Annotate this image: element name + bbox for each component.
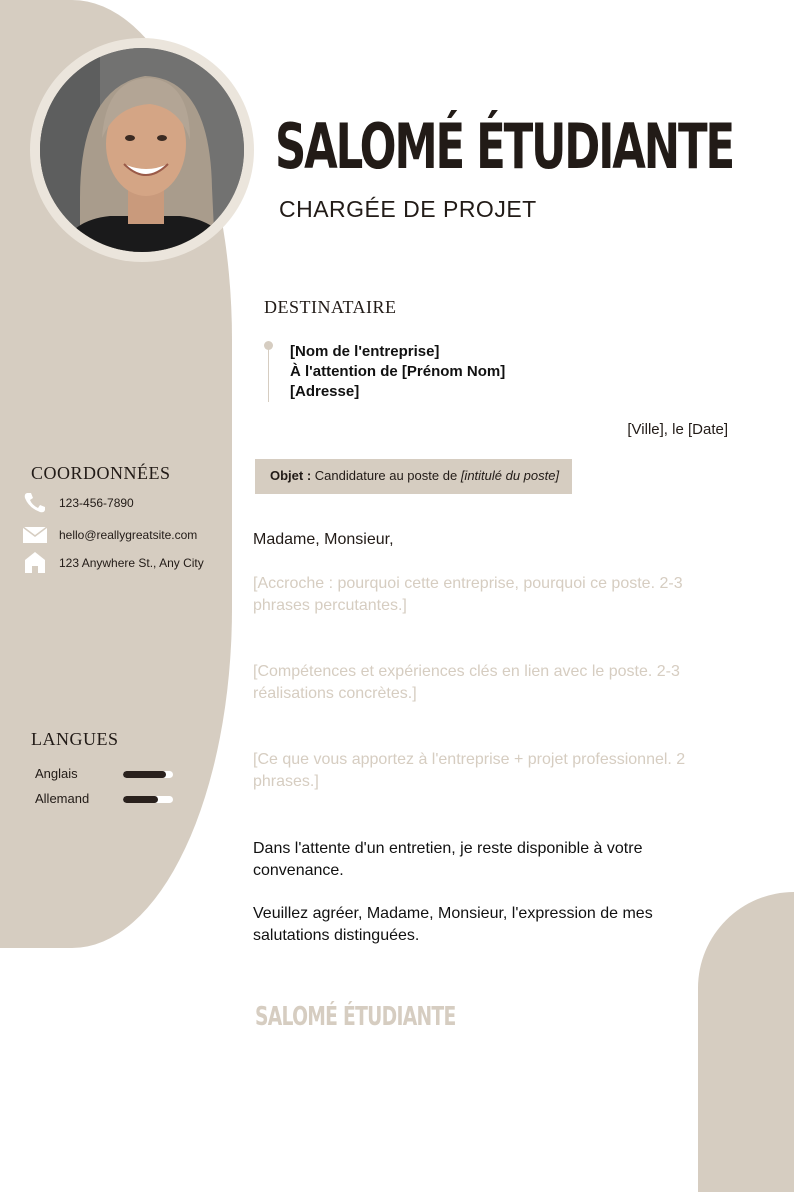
language-level-fill [123, 796, 158, 803]
city-date: [Ville], le [Date] [627, 421, 728, 438]
corner-decoration [698, 892, 794, 1192]
letter-salutation: Madame, Monsieur, [253, 531, 394, 548]
placeholder-paragraph: [Ce que vous apportez à l'entreprise + projet professionnel. 2 phrases.] [253, 751, 686, 790]
language-name: Allemand [35, 791, 90, 806]
language-name: Anglais [35, 766, 78, 781]
contact-email-text: hello@reallygreatsite.com [59, 528, 198, 542]
closing-paragraph: Dans l'attente d'un entretien, je reste disponible à votre convenance. [253, 840, 643, 879]
contact-heading: COORDONNÉES [31, 463, 171, 483]
subject-label: Objet : [270, 468, 312, 483]
recipient-company: [Nom de l'entreprise] [290, 343, 440, 360]
language-level-bar [123, 771, 173, 778]
contact-phone-text: 123-456-7890 [59, 496, 134, 510]
formal-closing-paragraph: Veuillez agréer, Madame, Monsieur, l'expression de mes salutations distinguées. [253, 905, 653, 944]
placeholder-paragraph: [Accroche : pourquoi cette entreprise, pourquoi ce poste. 2-3 phrases percutantes.] [253, 575, 683, 614]
language-row [35, 766, 185, 782]
placeholder-paragraph: [Compétences et expériences clés en lien avec le poste. 2-3 réalisations concrètes.] [253, 663, 680, 702]
subject-text: Candidature au poste de [314, 468, 458, 483]
recipient-attention: À l'attention de [Prénom Nom] [290, 363, 506, 380]
home-icon [22, 551, 48, 575]
contact-email [22, 523, 222, 547]
recipient-divider [268, 346, 269, 402]
contact-address [22, 551, 222, 575]
languages-heading: LANGUES [31, 729, 119, 749]
subject-position: [intitulé du poste] [460, 468, 560, 483]
profile-photo [40, 48, 244, 252]
signature: SALOMÉ ÉTUDIANTE [255, 1002, 456, 1032]
phone-icon [22, 491, 48, 515]
job-title: CHARGÉE DE PROJET [279, 196, 537, 222]
subject-line [255, 459, 572, 494]
mail-icon [22, 523, 48, 547]
contact-address-text: 123 Anywhere St., Any City [59, 556, 204, 570]
recipient-bullet [264, 341, 273, 350]
recipient-heading: DESTINATAIRE [264, 297, 397, 317]
language-level-bar [123, 796, 173, 803]
recipient-block [290, 342, 505, 402]
recipient-address: [Adresse] [290, 383, 360, 400]
candidate-name: SALOMÉ ÉTUDIANTE [275, 110, 734, 183]
language-row [35, 791, 185, 807]
language-level-fill [123, 771, 166, 778]
contact-phone [22, 491, 222, 515]
